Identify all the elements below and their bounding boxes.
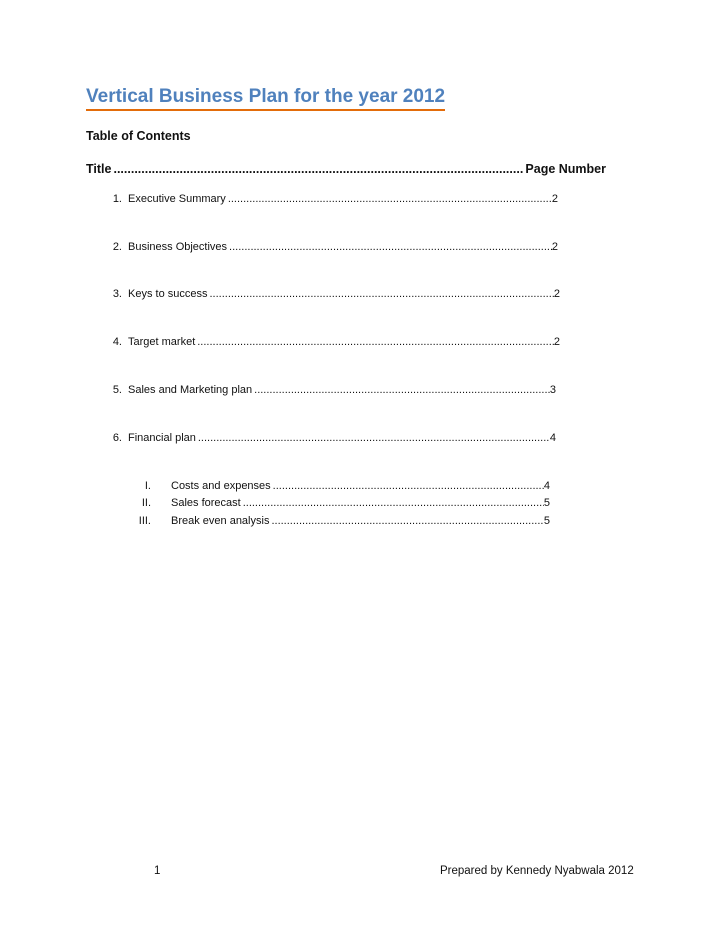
- toc-entry-text: Target market: [128, 336, 196, 348]
- toc-title-label: Title: [86, 162, 112, 176]
- toc-entry: [100, 384, 556, 396]
- dot-leader: [228, 193, 552, 205]
- toc-entry-text: Keys to success: [128, 288, 208, 300]
- dot-leader: [209, 288, 553, 300]
- toc-subentry-page: 5: [543, 515, 550, 527]
- toc-subentry-page: 4: [543, 480, 550, 492]
- dot-leader: [254, 384, 550, 396]
- toc-entry-text: Executive Summary: [128, 193, 226, 205]
- toc-subentry-text: Sales forecast: [171, 497, 241, 509]
- toc-subentry-text: Costs and expenses: [171, 480, 271, 492]
- toc-entry-text: Financial plan: [128, 432, 196, 444]
- toc-entry-text: Business Objectives: [128, 241, 228, 253]
- toc-entry-page: 2: [551, 241, 558, 253]
- toc-entry-text: Sales and Marketing plan: [128, 384, 253, 396]
- toc-entry-page: 3: [549, 384, 556, 396]
- toc-entry-page: 4: [549, 432, 556, 444]
- toc-entry: [100, 288, 560, 300]
- toc-entry-number: 1.: [112, 193, 122, 205]
- toc-entry-page: 2: [553, 336, 560, 348]
- toc-entry: [100, 336, 560, 348]
- dot-leader: [273, 480, 544, 492]
- toc-subentry-text: Break even analysis: [171, 515, 270, 527]
- toc-entry: [100, 241, 558, 253]
- toc-page-number-label: Page Number: [525, 162, 606, 176]
- footer-page-number: 1: [154, 865, 161, 877]
- dot-leader: [229, 241, 552, 253]
- dot-leader: [271, 515, 543, 527]
- toc-entry-number: 3.: [112, 288, 122, 300]
- toc-subentry-page: 5: [543, 497, 550, 509]
- toc-entry-number: 4.: [112, 336, 122, 348]
- toc-subentry: [120, 497, 550, 509]
- dot-leader: [113, 162, 523, 176]
- toc-subentry: [120, 480, 550, 492]
- toc-heading: Table of Contents: [86, 129, 191, 143]
- toc-subentry-numeral: II.: [141, 497, 151, 509]
- toc-entry-page: 2: [553, 288, 560, 300]
- toc-subentry: [120, 515, 550, 527]
- dot-leader: [243, 497, 544, 509]
- toc-entry: [100, 193, 558, 205]
- toc-entry-page: 2: [551, 193, 558, 205]
- toc-entry-number: 2.: [112, 241, 122, 253]
- toc-subentry-numeral: I.: [144, 480, 151, 492]
- toc-title-line: [86, 162, 606, 176]
- toc-subentry-numeral: III.: [138, 515, 151, 527]
- toc-entry: [100, 432, 556, 444]
- footer-prepared-by: Prepared by Kennedy Nyabwala 2012: [440, 865, 634, 877]
- dot-leader: [198, 432, 550, 444]
- dot-leader: [197, 336, 554, 348]
- document-title: Vertical Business Plan for the year 2012: [86, 86, 445, 111]
- toc-entry-number: 6.: [112, 432, 122, 444]
- toc-entry-number: 5.: [112, 384, 122, 396]
